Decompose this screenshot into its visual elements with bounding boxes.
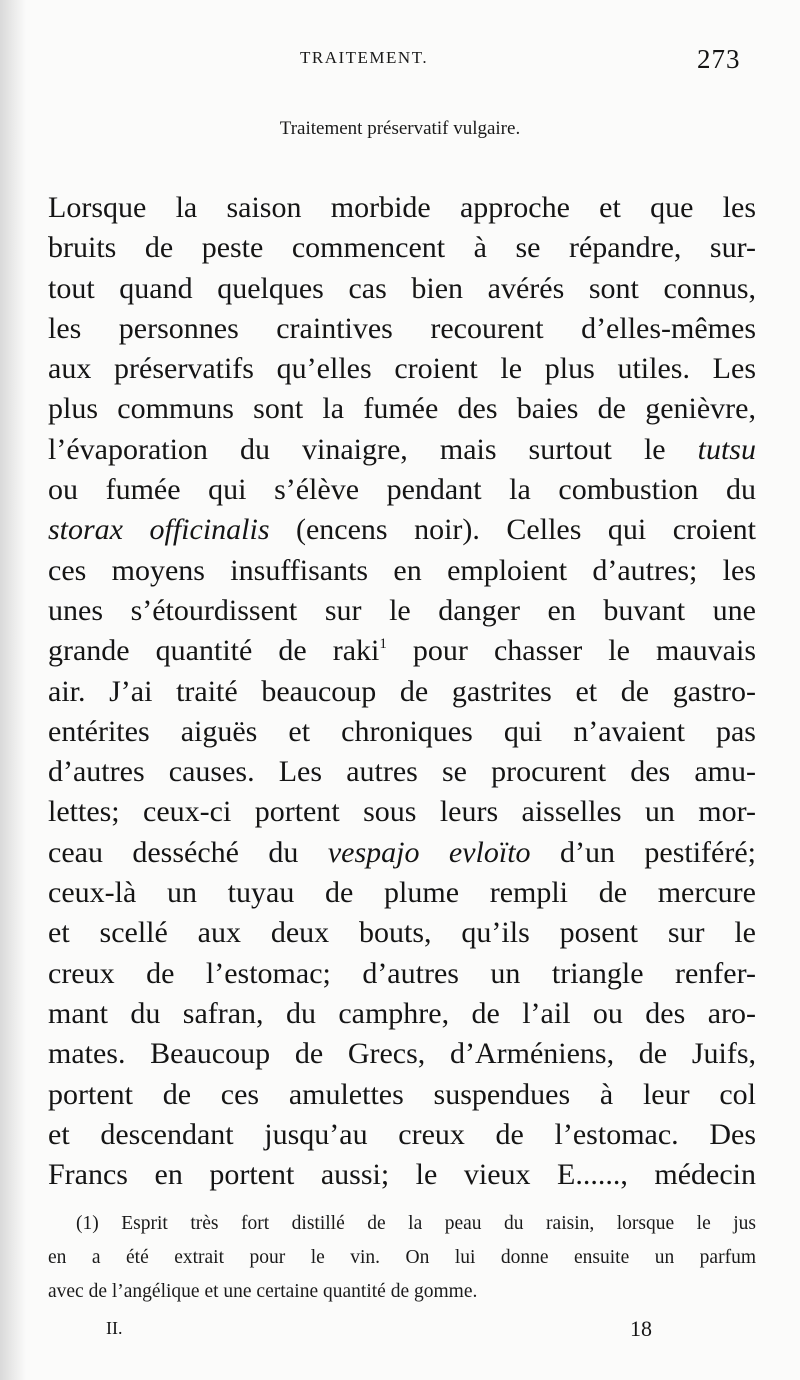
text-line <box>48 470 756 510</box>
text-segment: et descendant jusqu’au creux de l’estomac. Des <box>48 1117 756 1151</box>
page-footer <box>0 1318 800 1348</box>
text-line <box>48 913 756 953</box>
text-segment: Francs en portent aussi; le vieux E......, médecin <box>48 1158 756 1192</box>
text-segment: mates. Beaucoup de Grecs, d’Arméniens, de Juifs, <box>48 1037 756 1071</box>
footnote-line: en a été extrait pour le vin. On lui donne ensuite un parfum <box>48 1247 756 1268</box>
text-line <box>48 551 756 591</box>
text-segment: mant du safran, du camphre, de l’ail ou des aro- <box>48 996 756 1030</box>
running-header <box>0 44 800 74</box>
text-segment: les personnes craintives recourent d’elles-mêmes <box>48 311 756 345</box>
text-segment: Lorsque la saison morbide approche et que les <box>48 191 756 224</box>
italic-term: tutsu <box>697 432 756 466</box>
body-text <box>48 188 756 1195</box>
text-segment: creux de l’estomac; d’autres un triangle renfer- <box>48 956 756 990</box>
section-title: Traitement préservatif vulgaire. <box>279 118 521 139</box>
text-segment: ceux-là un tuyau de plume rempli de mercure <box>48 876 756 910</box>
text-line <box>48 873 756 913</box>
text-segment: plus communs sont la fumée des baies de genièvre, <box>48 392 756 426</box>
text-line <box>48 269 756 309</box>
page-number: 273 <box>697 44 741 74</box>
text-line <box>48 1034 756 1074</box>
text-segment: (encens noir). Celles qui croient <box>269 513 756 547</box>
italic-term: vespajo evloïto <box>327 835 531 869</box>
text-segment: ceau desséché du <box>48 835 328 869</box>
signature-mark: II. <box>106 1318 123 1338</box>
text-segment: entérites aiguës et chroniques qui n’avaient pas <box>48 714 756 748</box>
text-segment: grande quantité de raki <box>48 634 380 668</box>
italic-term: storax officinalis <box>48 513 270 547</box>
running-title: TRAITEMENT. <box>300 48 429 67</box>
text-line <box>48 994 756 1034</box>
text-segment: air. J’ai traité beaucoup de gastrites et de gastro- <box>48 674 756 708</box>
text-segment: aux préservatifs qu’elles croient le plus utiles. Les <box>48 352 756 386</box>
text-line <box>48 389 756 429</box>
text-line <box>48 1115 756 1155</box>
text-segment: d’un pestiféré; <box>530 835 756 869</box>
text-line <box>48 712 756 752</box>
footnote-line: (1) Esprit très fort distillé de la peau du raisin, lorsque le jus <box>76 1213 756 1234</box>
text-line <box>48 752 756 792</box>
text-segment: unes s’étourdissent sur le danger en buvant une <box>48 593 756 627</box>
text-line <box>48 631 756 671</box>
text-segment: l’évaporation du vinaigre, mais surtout le <box>48 432 698 466</box>
text-segment: portent de ces amulettes suspendues à leur col <box>48 1077 756 1111</box>
footnote <box>48 1207 756 1309</box>
text-line <box>48 591 756 631</box>
signature-number: 18 <box>630 1316 652 1341</box>
text-line <box>48 954 756 994</box>
text-line <box>48 1155 756 1195</box>
text-segment: et scellé aux deux bouts, qu’ils posent sur le <box>48 916 756 950</box>
text-line <box>48 1075 756 1115</box>
text-line <box>48 188 756 228</box>
text-segment: bruits de peste commencent à se répandre, sur- <box>48 231 756 265</box>
text-segment: pour chasser le mauvais <box>386 634 756 668</box>
text-line <box>48 833 756 873</box>
text-line <box>48 792 756 832</box>
text-segment: ou fumée qui s’élève pendant la combustion du <box>48 473 756 507</box>
text-line <box>48 349 756 389</box>
text-segment: ces moyens insuffisants en emploient d’autres; les <box>48 553 756 587</box>
footnote-marker: 1 <box>379 636 387 653</box>
text-line <box>48 228 756 268</box>
text-segment: tout quand quelques cas bien avérés sont connus, <box>48 271 756 305</box>
text-line <box>48 309 756 349</box>
text-segment: d’autres causes. Les autres se procurent des amu- <box>48 755 756 789</box>
footnote-line: avec de l’angélique et une certaine quantité de gomme. <box>48 1281 478 1302</box>
text-line <box>48 430 756 470</box>
text-segment: lettes; ceux-ci portent sous leurs aisselles un mor- <box>48 795 756 829</box>
text-line <box>48 672 756 712</box>
text-line <box>48 510 756 550</box>
